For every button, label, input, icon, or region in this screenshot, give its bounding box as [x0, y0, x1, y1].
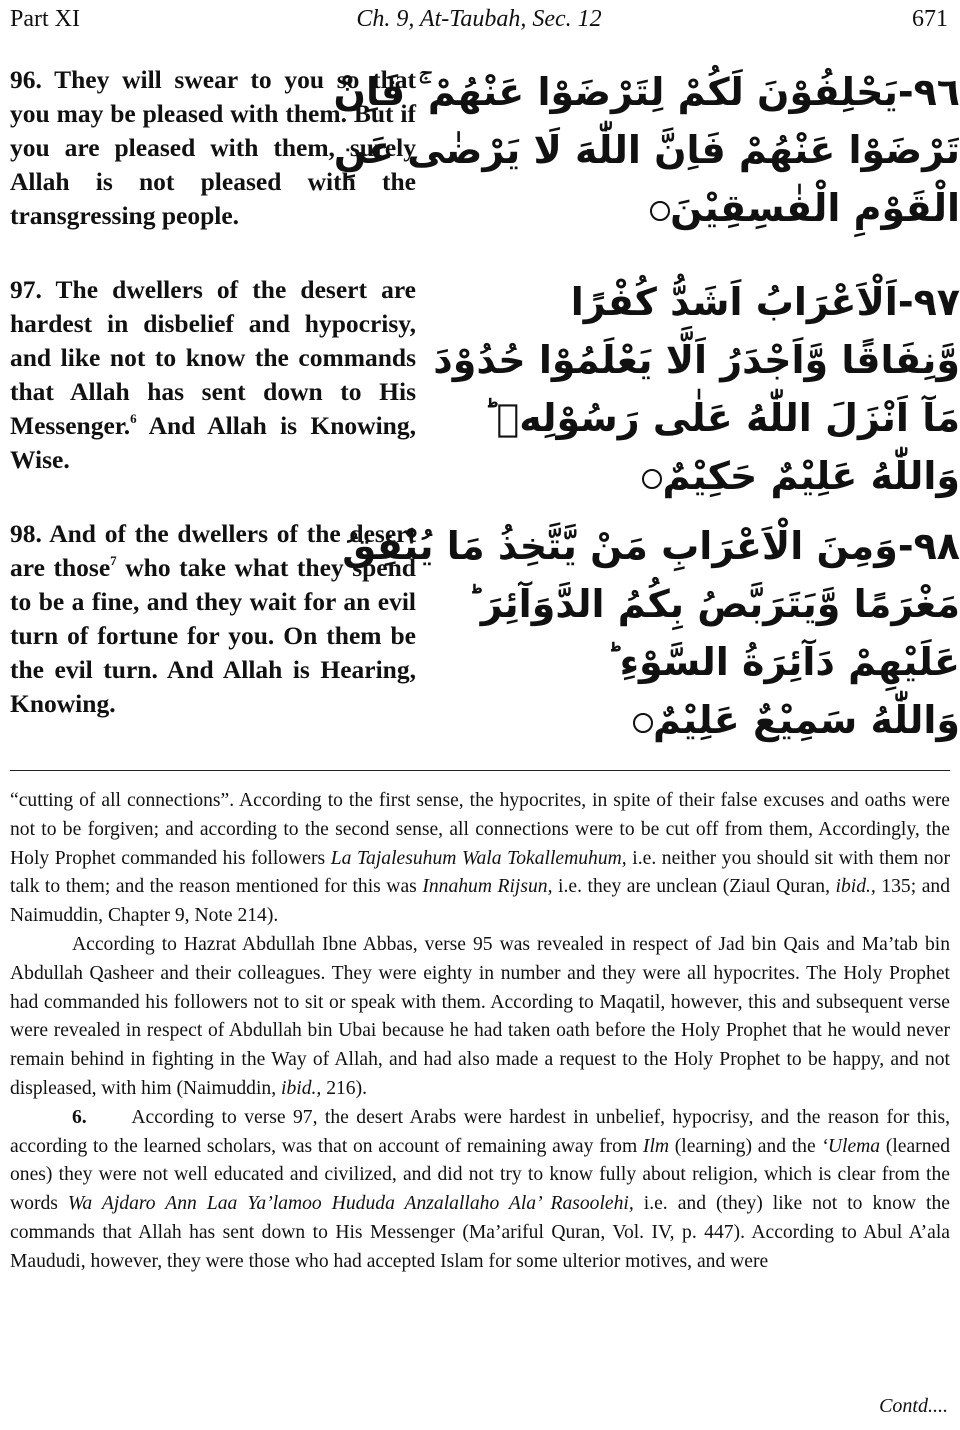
- chapter-title: Ch. 9, At-Taubah, Sec. 12: [356, 6, 602, 32]
- part-label: Part XI: [10, 6, 80, 32]
- arabic-line: وَّنِفَاقًا وَّاَجْدَرُ اَلَّا يَعْلَمُوْا حُدُوْدَ: [433, 338, 960, 382]
- arabic-line: ٩٧-اَلْاَعْرَابُ اَشَدُّ كُفْرًا: [570, 280, 960, 324]
- verse-end-circle-icon: [650, 201, 670, 221]
- verse-end-circle-icon: [642, 469, 662, 489]
- verse-text: who take what they spend to be a fine, and they wait for an evil turn of fortune for you. On them be the evil turn. And Allah is Hearing, Knowing.: [10, 553, 416, 718]
- footnotes: [10, 787, 950, 1277]
- verse-96-translation: 96. They will swear to you so that you may be pleased with them. But if you are pleased with them, surely Allah is not pleased with the transgressing people.: [10, 65, 416, 230]
- footnote-divider: [10, 770, 950, 771]
- footnote-marker[interactable]: 6: [130, 411, 137, 426]
- footnote-number: 6.: [72, 1106, 87, 1128]
- continued-label: Contd....: [879, 1395, 948, 1417]
- verse-text: 97. The dwellers of the desert are hardest in disbelief and hypocrisy, and like not to know the commands that Allah has sent down to His Messenger.: [10, 275, 416, 440]
- verse-end-circle-icon: [633, 713, 653, 733]
- arabic-line: ٩٨-وَمِنَ الْاَعْرَابِ مَنْ يَّتَّخِذُ مَا يُنْفِقُ: [342, 524, 960, 568]
- arabic-line: مَغْرَمًا وَّيَتَرَبَّصُ بِكُمُ الدَّوَآئِرَ ؕ: [467, 582, 960, 626]
- arabic-line: عَلَيْهِمْ دَآئِرَةُ السَّوْءِ ؕ: [606, 640, 960, 684]
- verse-98-arabic: [342, 517, 960, 749]
- footnote-6: 6. According to verse 97, the desert Arabs were hardest in unbelief, hypocrisy, and the reason for this, according to the learned scholars, was that on account of remaining away from Ilm (learning) and the ‘Ulema (learned ones) they were not well educated and civilized, and did not try to know fully about religion, which is clear from the words Wa Ajdaro Ann Laa Ya’lamoo Hududa Anzalallaho Ala’ Rasoolehi, i.e. and (they) like not to know the commands that Allah has sent down to His Messenger (Ma’ariful Quran, Vol. IV, p. 447). According to Abul A’ala Maududi, however, they were those who had accepted Islam for some ulterior motives, and were: [10, 1106, 950, 1272]
- page-number: 671: [912, 6, 948, 32]
- arabic-line-last: [530, 691, 960, 749]
- verse-text: 98. And of the dwellers of the desert are those: [10, 519, 416, 582]
- arabic-line: تَرْضَوْا عَنْهُمْ فَاِنَّ اللّٰهَ لَا يَرْضٰى عَنِ: [333, 128, 960, 172]
- footnote-paragraph: “cutting of all connections”. According to the first sense, the hypocrites, in spite of their false excuses and oaths were not to be forgiven; and according to the second sense, all connections were to be cut off from them, Accordingly, the Holy Prophet commanded his followers La Tajalesuhum Wala Tokallemuhum, i.e. neither you should sit with them nor talk to them; and the reason mentioned for this was Innahum Rijsun, i.e. they are unclean (Ziaul Quran, ibid., 135; and Naimuddin, Chapter 9, Note 214).: [10, 790, 950, 927]
- verse-text: And Allah is Knowing, Wise.: [10, 411, 416, 474]
- verse-96-arabic: [333, 63, 960, 237]
- arabic-line: ٩٦-يَحْلِفُوْنَ لَكُمْ لِتَرْضَوْا عَنْهُمْ ۚ فَاِنْ: [333, 70, 960, 114]
- page-header: [10, 2, 948, 36]
- verse-97-arabic: [433, 273, 960, 505]
- arabic-line-last: [530, 179, 960, 237]
- footnote-paragraph: According to Hazrat Abdullah Ibne Abbas, verse 95 was revealed in respect of Jad bin Qais and Ma’tab bin Abdullah Qasheer and their colleagues. They were eighty in number and they were all hypocrites. The Holy Prophet had commanded his followers not to sit or speak with them. According to Maqatil, however, this and subsequent verse were revealed in respect of Abdullah bin Ubai because he had taken oath before the Holy Prophet that he would never remain behind in fighting in the Way of Allah, and had also made a request to the Holy Prophet to be happy, and not displeased, with him (Naimuddin, ibid., 216).: [10, 933, 950, 1099]
- footnote-marker[interactable]: 7: [110, 553, 117, 568]
- arabic-line: الْقَوْمِ الْفٰسِقِيْنَ: [670, 186, 960, 230]
- verse-97-translation: [10, 273, 416, 477]
- arabic-line-last: [530, 447, 960, 505]
- arabic-line: وَاللّٰهُ عَلِيْمٌ حَكِيْمٌ: [662, 454, 960, 498]
- arabic-line: وَاللّٰهُ سَمِيْعٌ عَلِيْمٌ: [652, 698, 960, 742]
- arabic-line: مَآ اَنْزَلَ اللّٰهُ عَلٰى رَسُوْلِهٖ ؕ: [483, 396, 960, 440]
